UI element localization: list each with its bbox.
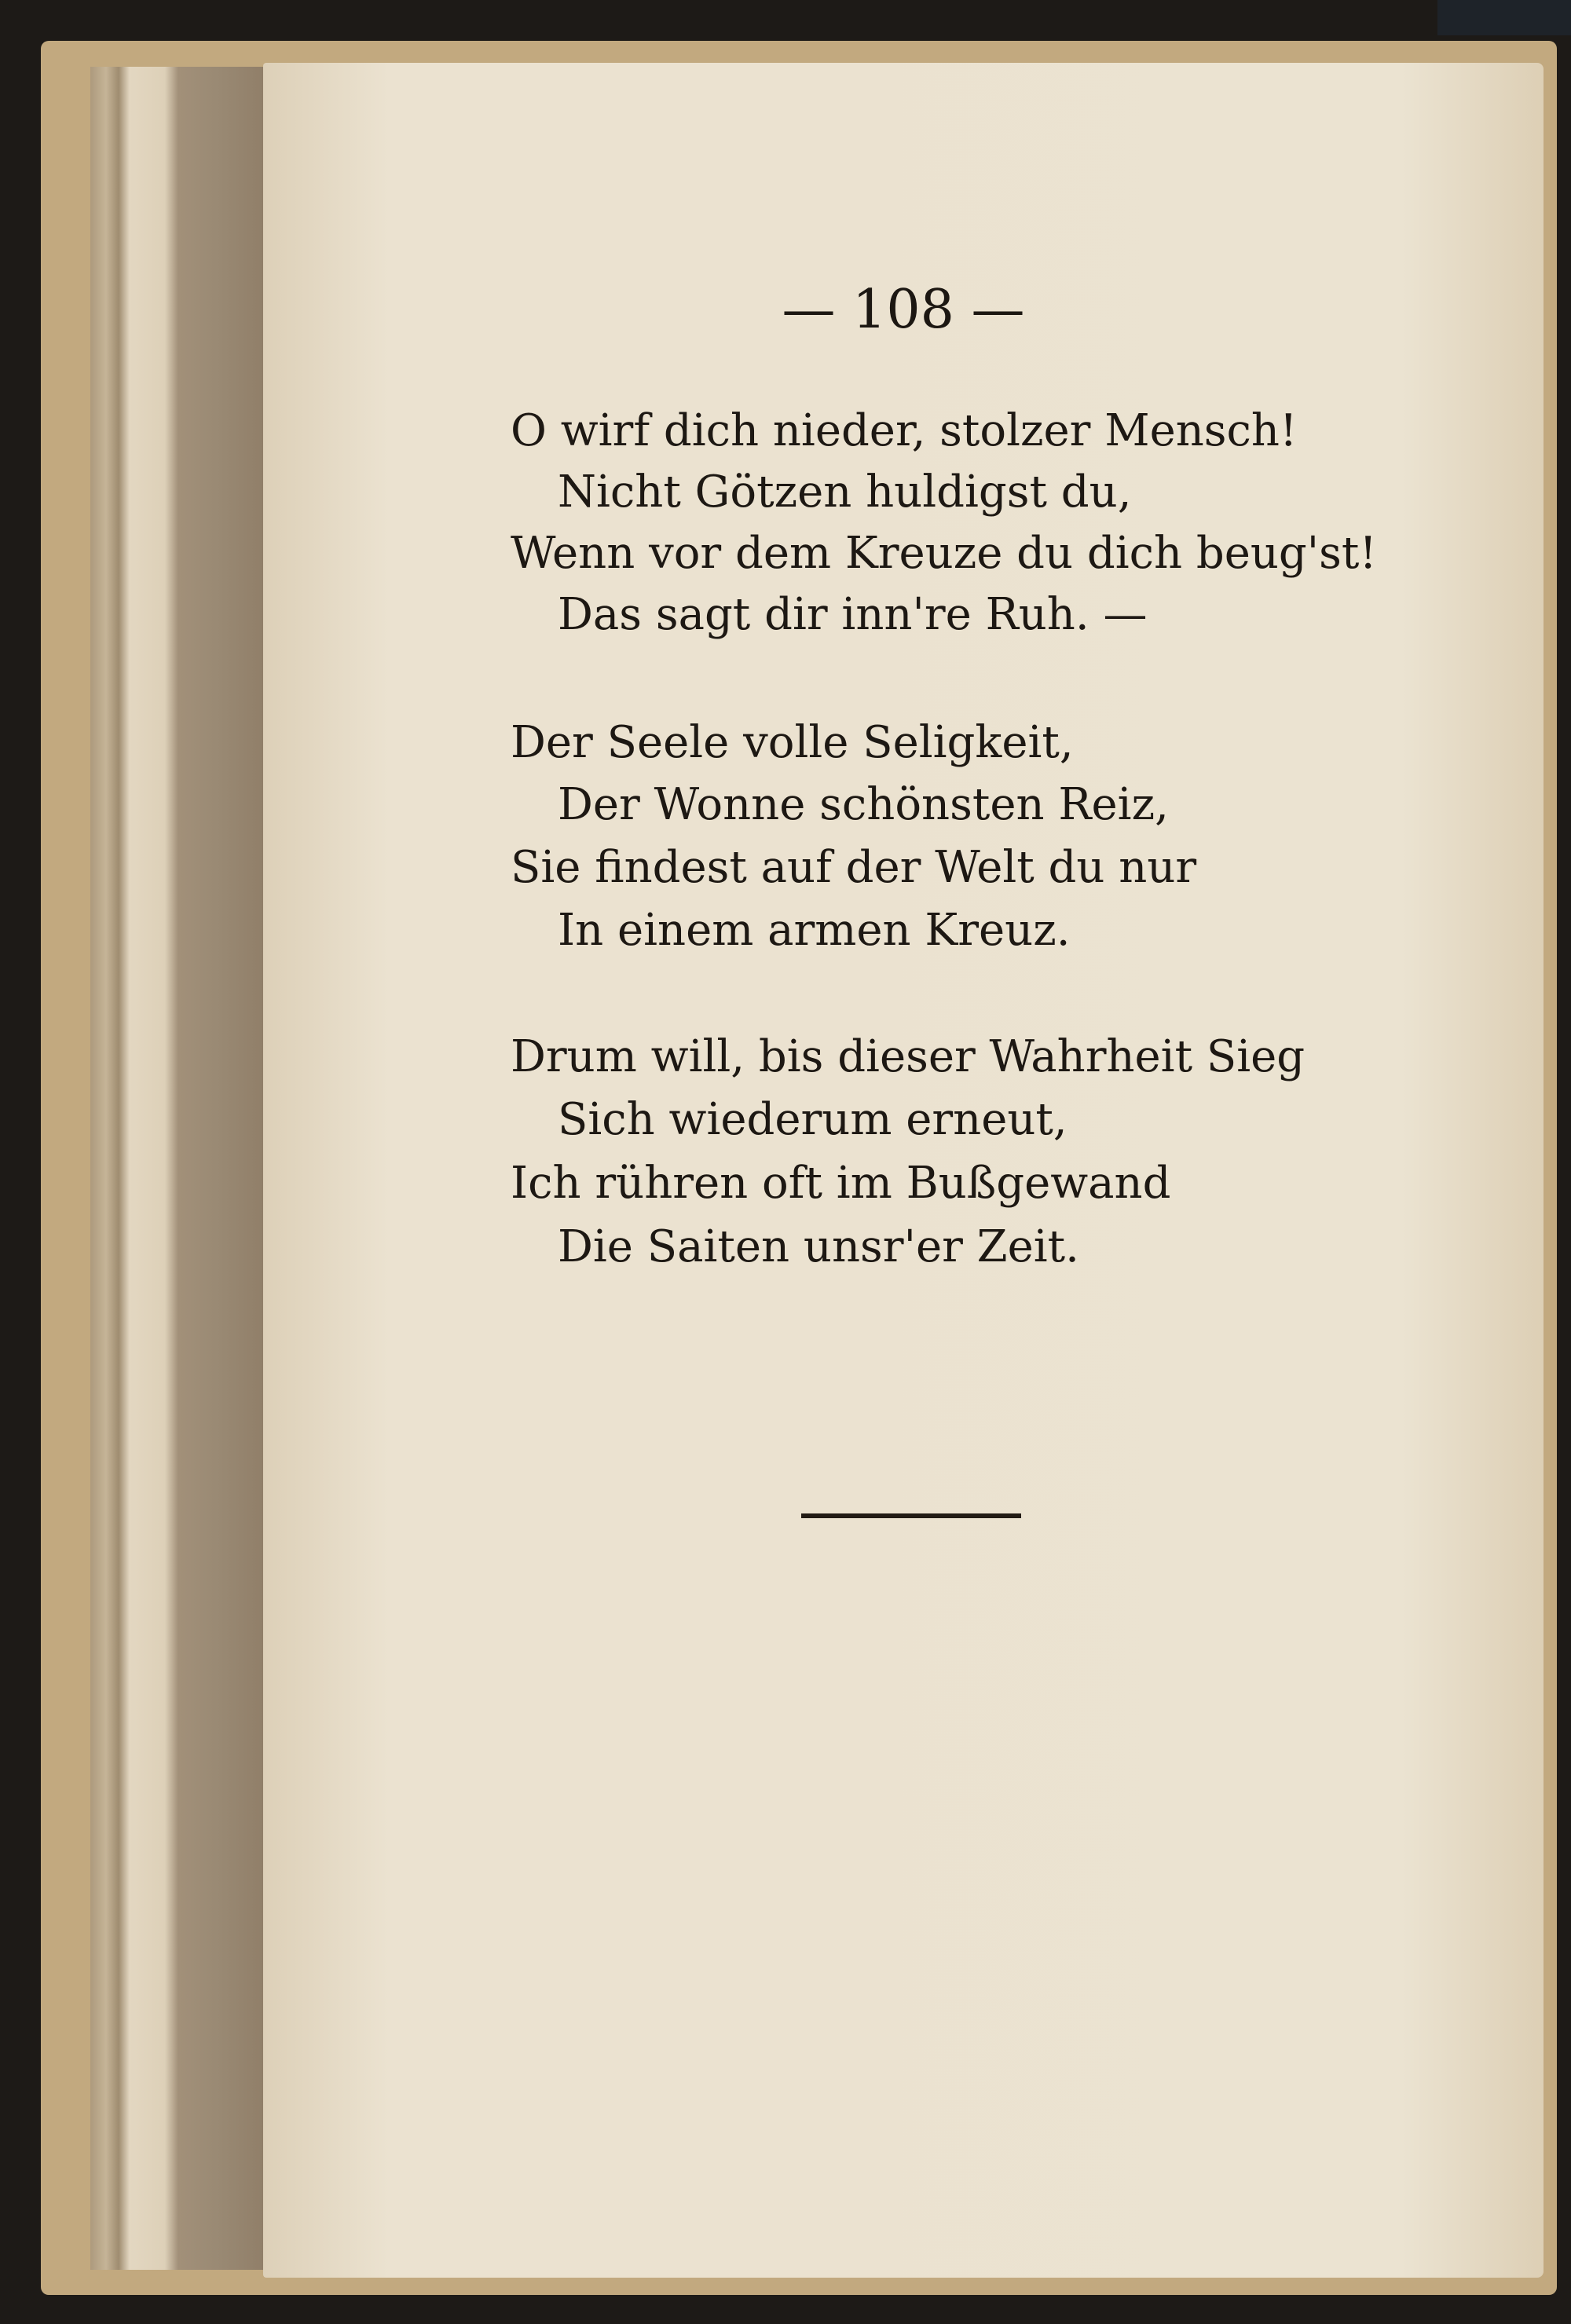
- section-divider-rule: [801, 1513, 1021, 1518]
- page-edges: [90, 67, 271, 2270]
- poem-line: Ich rühren oft im Bußgewand: [511, 1158, 1171, 1209]
- poem-line: O wirf dich nieder, stolzer Mensch!: [511, 405, 1298, 456]
- poem-line: Die Saiten unsr'er Zeit.: [558, 1221, 1079, 1272]
- page-number: — 108 —: [782, 279, 1025, 341]
- poem-line: Wenn vor dem Kreuze du dich beug'st!: [511, 528, 1377, 579]
- poem-line: Drum will, bis dieser Wahrheit Sieg: [511, 1031, 1306, 1082]
- poem-line: Sie findest auf der Welt du nur: [511, 842, 1197, 893]
- poem-line: Sich wiederum erneut,: [558, 1094, 1067, 1145]
- poem-line: In einem armen Kreuz.: [558, 905, 1071, 956]
- poem-line: Der Seele volle Seligkeit,: [511, 717, 1074, 768]
- book-cover-corner: [1437, 0, 1571, 35]
- poem-line: Der Wonne schönsten Reiz,: [558, 779, 1169, 830]
- poem-line: Nicht Götzen huldigst du,: [558, 467, 1132, 518]
- poem-line: Das sagt dir inn're Ruh. —: [558, 589, 1148, 640]
